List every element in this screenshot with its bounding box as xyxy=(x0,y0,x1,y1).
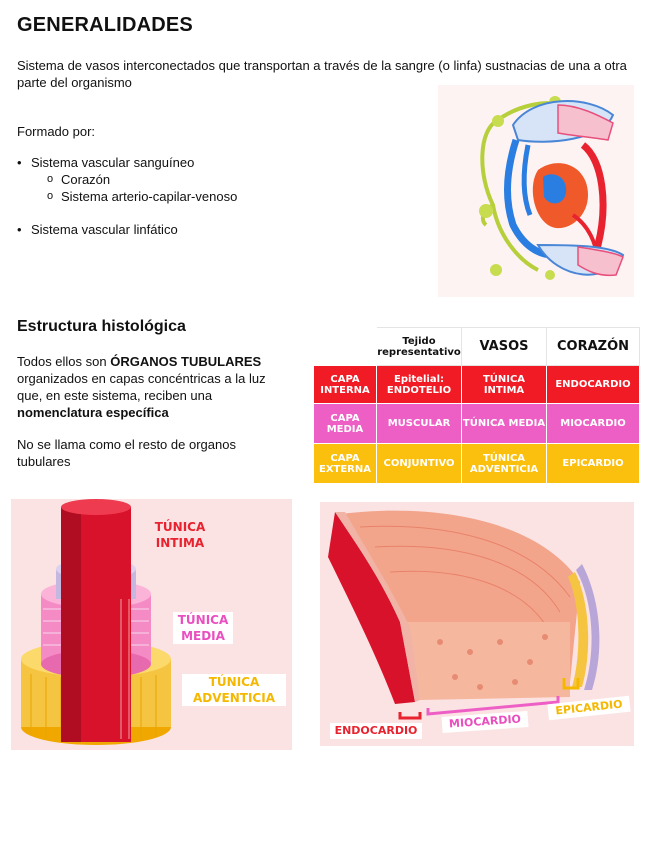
layer-name: CAPA EXTERNA xyxy=(314,444,377,484)
intro-paragraph: Sistema de vasos interconectados que transportan a través de la sangre (o linfa) sustnacias de una a otra parte del organismo xyxy=(17,58,627,90)
vasos-cell: TÚNICA INTIMA xyxy=(462,366,547,404)
list-subitem: o Sistema arterio-capilar-venoso xyxy=(61,188,291,205)
list-item xyxy=(31,221,291,238)
table-row xyxy=(314,444,640,484)
list-subitem: o Corazón xyxy=(61,171,281,188)
label-tunica-intima: TÚNICA INTIMA xyxy=(154,520,206,550)
tissue-cell: Epitelial: ENDOTELIO xyxy=(377,366,462,404)
list-item-label: Sistema vascular sanguíneo xyxy=(31,155,195,170)
list-item-label: Sistema vascular linfático xyxy=(31,222,178,237)
layers-table xyxy=(313,327,640,484)
header-vasos: VASOS xyxy=(462,328,547,366)
formado-por-label: Formado por: xyxy=(17,124,96,139)
circulation-diagram xyxy=(438,85,634,297)
vasos-cell: TÚNICA ADVENTICIA xyxy=(462,444,547,484)
header-tejido: Tejido representativo xyxy=(377,328,462,366)
vasos-cell: TÚNICA MEDIA xyxy=(462,404,547,444)
corazon-cell: MIOCARDIO xyxy=(547,404,640,444)
corazon-cell: ENDOCARDIO xyxy=(547,366,640,404)
estructura-paragraph: Todos ellos son ÓRGANOS TUBULARES organizados en capas concéntricas a la luz que, en este sistema, reciben una nomenclatura específica xyxy=(17,354,266,420)
list-item xyxy=(31,154,291,171)
label-tunica-media: TÚNICA MEDIA xyxy=(173,612,233,644)
label-epicardio: EPICARDIO xyxy=(547,696,630,720)
components-list xyxy=(31,154,291,238)
label-endocardio: ENDOCARDIO xyxy=(330,723,422,739)
label-tunica-adventicia: TÚNICA ADVENTICIA xyxy=(182,674,286,706)
tissue-cell: MUSCULAR xyxy=(377,404,462,444)
table-row xyxy=(314,404,640,444)
layer-name: CAPA MEDIA xyxy=(314,404,377,444)
tissue-cell: CONJUNTIVO xyxy=(377,444,462,484)
table-row xyxy=(314,366,640,404)
section-title-generalidades: GENERALIDADES xyxy=(17,14,193,36)
label-miocardio: MIOCARDIO xyxy=(442,711,529,733)
header-corazon: CORAZÓN xyxy=(547,328,640,366)
vessel-illustration xyxy=(11,499,292,750)
heart-wall-illustration xyxy=(320,502,634,746)
section-title-estructura: Estructura histológica xyxy=(17,318,186,335)
layer-name: CAPA INTERNA xyxy=(314,366,377,404)
corazon-cell: EPICARDIO xyxy=(547,444,640,484)
estructura-note: No se llama como el resto de organos tubulares xyxy=(17,437,236,469)
